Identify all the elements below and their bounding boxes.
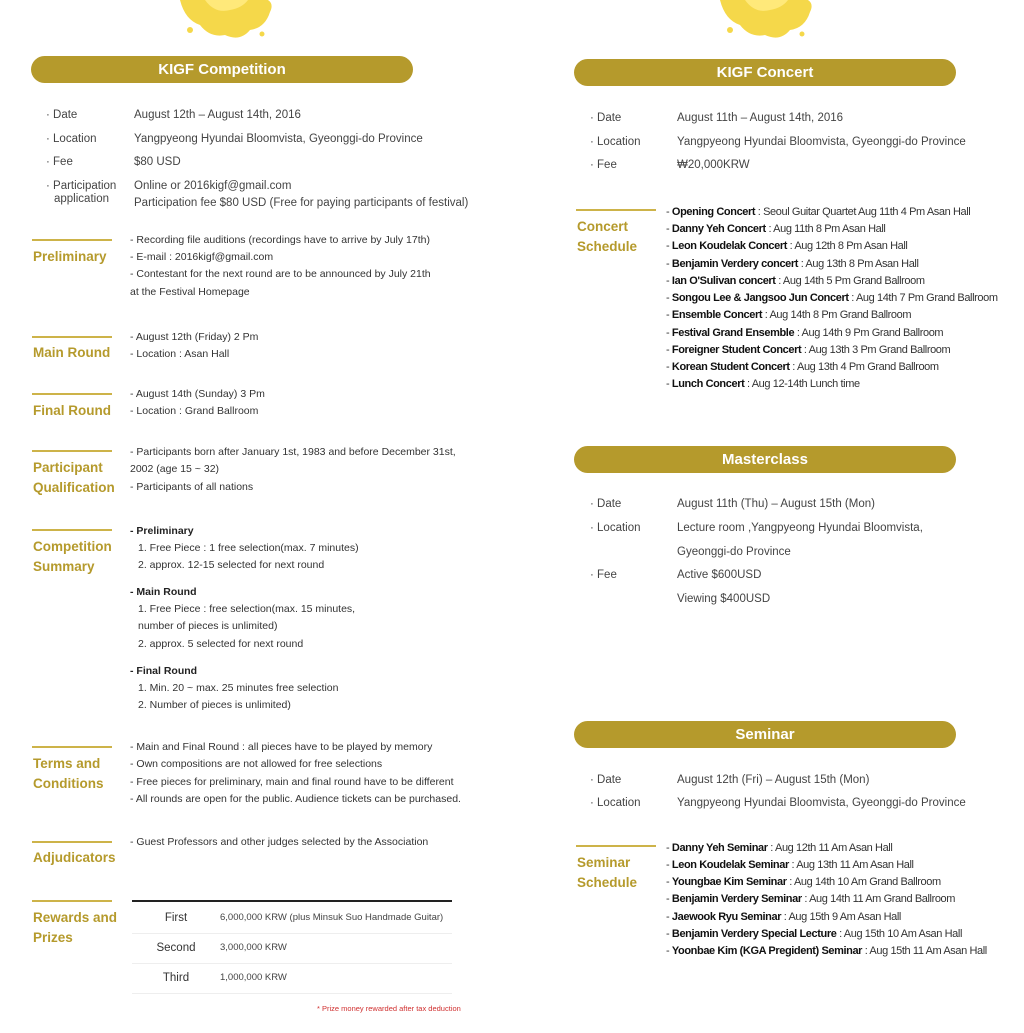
prize-amount: 1,000,000 KRW	[220, 972, 287, 983]
terms-line: - Own compositions are not allowed for free selections	[130, 758, 383, 770]
prize-note: * Prize money rewarded after tax deduction	[317, 1004, 461, 1013]
schedule-item: - Ensemble Concert : Aug 14th 8 Pm Grand Ballroom	[666, 309, 912, 321]
concert-header: KIGF Concert	[574, 59, 956, 86]
preliminary-line: - Recording file auditions (recordings have to arrive by July 17th)	[130, 234, 430, 246]
divider	[32, 841, 112, 843]
schedule-item: - Yoonbae Kim (KGA Pregident) Seminar : Aug 15th 11 Am Asan Hall	[666, 945, 987, 957]
qualification-line: - Participants of all nations	[130, 481, 254, 493]
schedule-item: - Opening Concert : Seoul Guitar Quartet Aug 11th 4 Pm Asan Hall	[666, 206, 971, 218]
seminar-header: Seminar	[574, 721, 956, 748]
preliminary-line: - E-mail : 2016kigf@gmail.com	[130, 251, 274, 263]
schedule-item: - Danny Yeh Seminar : Aug 12th 11 Am Asan Hall	[666, 842, 893, 854]
schedule-item: - Korean Student Concert : Aug 13th 4 Pm Grand Ballroom	[666, 361, 939, 373]
section-title-summary: Competition Summary	[33, 539, 112, 574]
yellow-splash-right	[710, 0, 820, 42]
main-round-line: - August 12th (Friday) 2 Pm	[130, 331, 259, 343]
section-title-final-round: Final Round	[33, 403, 111, 418]
summary-line: 2. approx. 5 selected for next round	[138, 638, 304, 650]
prize-rank: Second	[156, 942, 196, 954]
terms-line: - Free pieces for preliminary, main and final round have to be different	[130, 776, 454, 788]
schedule-item: - Lunch Concert : Aug 12-14th Lunch time	[666, 378, 860, 390]
prize-rank: First	[164, 912, 188, 924]
schedule-item: - Leon Koudelak Concert : Aug 12th 8 Pm Asan Hall	[666, 240, 908, 252]
divider	[32, 746, 112, 748]
schedule-item: - Jaewook Ryu Seminar : Aug 15th 9 Am Asan Hall	[666, 911, 901, 923]
section-title-concert-schedule: Concert Schedule	[577, 219, 638, 254]
summary-subhead-preliminary: - Preliminary	[130, 525, 194, 537]
schedule-item: - Danny Yeh Concert : Aug 11th 8 Pm Asan Hall	[666, 223, 886, 235]
masterclass-header: Masterclass	[574, 446, 956, 473]
summary-line: 1. Free Piece : free selection(max. 15 minutes,	[138, 603, 356, 615]
summary-subhead-main-round: - Main Round	[130, 586, 197, 598]
main-round-line: - Location : Asan Hall	[130, 348, 230, 360]
prize-row	[132, 963, 452, 994]
section-title-preliminary: Preliminary	[33, 249, 107, 264]
divider	[576, 209, 656, 211]
final-round-line: - August 14th (Sunday) 3 Pm	[130, 388, 265, 400]
divider	[32, 336, 112, 338]
section-title-rewards: Rewards and Prizes	[33, 910, 118, 945]
summary-subhead-final-round: - Final Round	[130, 665, 198, 677]
summary-line: 1. Free Piece : 1 free selection(max. 7 minutes)	[138, 542, 359, 554]
schedule-item: - Benjamin Verdery Seminar : Aug 14th 11 Am Grand Ballroom	[666, 893, 956, 905]
prize-row	[132, 933, 452, 964]
summary-line: 2. Number of pieces is unlimited)	[138, 699, 291, 711]
divider	[576, 845, 656, 847]
terms-line: - Main and Final Round : all pieces have to be played by memory	[130, 741, 433, 753]
prize-amount: 3,000,000 KRW	[220, 942, 287, 953]
section-title-seminar-schedule: Seminar Schedule	[577, 855, 638, 890]
prize-rank: Third	[162, 972, 190, 984]
section-title-main-round: Main Round	[33, 345, 111, 360]
section-title-adjudicators: Adjudicators	[33, 850, 116, 865]
schedule-item: - Ian O'Sulivan concert : Aug 14th 5 Pm Grand Ballroom	[666, 275, 925, 287]
schedule-item: - Benjamin Verdery concert : Aug 13th 8 Pm Asan Hall	[666, 258, 919, 270]
prize-amount: 6,000,000 KRW (plus Minsuk Suo Handmade Guitar)	[220, 912, 444, 923]
schedule-item: - Foreigner Student Concert : Aug 13th 3 Pm Grand Ballroom	[666, 344, 951, 356]
schedule-item: - Festival Grand Ensemble : Aug 14th 9 Pm Grand Ballroom	[666, 327, 944, 339]
divider	[32, 239, 112, 241]
final-round-line: - Location : Grand Ballroom	[130, 405, 259, 417]
section-title-terms: Terms and Conditions	[33, 756, 104, 791]
preliminary-line: at the Festival Homepage	[130, 286, 250, 298]
yellow-splash-left	[170, 0, 280, 42]
adjudicators-line: - Guest Professors and other judges selected by the Association	[130, 836, 429, 848]
divider	[32, 900, 112, 902]
schedule-item: - Youngbae Kim Seminar : Aug 14th 10 Am Grand Ballroom	[666, 876, 941, 888]
qualification-line: 2002 (age 15 ~ 32)	[130, 463, 220, 475]
summary-line: number of pieces is unlimited)	[138, 620, 278, 632]
summary-line: 1. Min. 20 ~ max. 25 minutes free selection	[138, 682, 339, 694]
schedule-item: - Songou Lee & Jangsoo Jun Concert : Aug 14th 7 Pm Grand Ballroom	[666, 292, 998, 304]
divider	[32, 450, 112, 452]
prize-table-top-rule	[132, 900, 452, 902]
summary-line: 2. approx. 12-15 selected for next round	[138, 559, 325, 571]
section-title-qualification: Participant Qualification	[33, 460, 115, 495]
divider	[32, 529, 112, 531]
schedule-item: - Leon Koudelak Seminar : Aug 13th 11 Am Asan Hall	[666, 859, 914, 871]
prize-row	[132, 903, 452, 934]
qualification-line: - Participants born after January 1st, 1983 and before December 31st,	[130, 446, 456, 458]
competition-header: KIGF Competition	[31, 56, 413, 83]
preliminary-line: - Contestant for the next round are to be announced by July 21th	[130, 268, 431, 280]
terms-line: - All rounds are open for the public. Audience tickets can be purchased.	[130, 793, 461, 805]
divider	[32, 393, 112, 395]
schedule-item: - Benjamin Verdery Special Lecture : Aug 15th 10 Am Asan Hall	[666, 928, 962, 940]
